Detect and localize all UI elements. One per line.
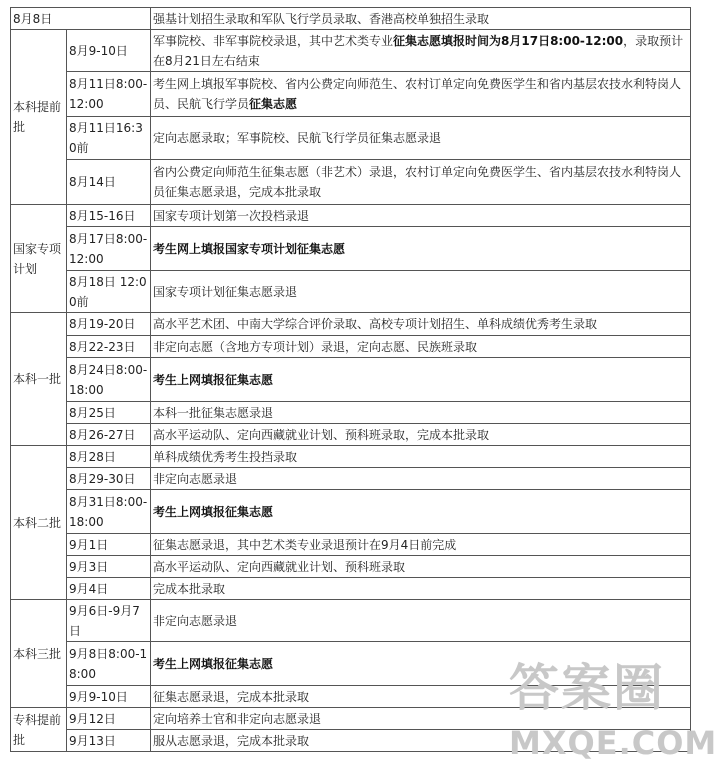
table-row — [11, 708, 691, 730]
table-row — [11, 468, 691, 490]
date-cell: 8月19-20日 — [67, 313, 151, 336]
table-row — [11, 490, 691, 534]
batch-label-national-special: 国家专项计划 — [11, 205, 67, 313]
event-cell: 本科一批征集志愿录退 — [151, 402, 691, 424]
event-cell: 非定向志愿（含地方专项计划）录退，定向志愿、民族班录取 — [151, 336, 691, 358]
table-row — [11, 686, 691, 708]
date-cell: 8月24日8:00-18:00 — [67, 358, 151, 402]
date-cell: 9月3日 — [67, 556, 151, 578]
event-cell: 定向培养士官和非定向志愿录退 — [151, 708, 691, 730]
table-row — [11, 30, 691, 72]
event-cell: 单科成绩优秀考生投挡录取 — [151, 446, 691, 468]
date-cell: 9月9-10日 — [67, 686, 151, 708]
date-cell: 8月25日 — [67, 402, 151, 424]
date-cell: 9月12日 — [67, 708, 151, 730]
event-cell: 高水平艺术团、中南大学综合评价录取、高校专项计划招生、单科成绩优秀考生录取 — [151, 313, 691, 336]
table-row — [11, 8, 691, 30]
table-row — [11, 72, 691, 117]
table-row — [11, 642, 691, 686]
table-row — [11, 227, 691, 271]
table-row — [11, 424, 691, 446]
event-cell: 考生上网填报征集志愿 — [151, 358, 691, 402]
date-cell: 9月1日 — [67, 534, 151, 556]
table-row — [11, 336, 691, 358]
date-cell: 8月26-27日 — [67, 424, 151, 446]
batch-label-early-undergrad: 本科提前批 — [11, 30, 67, 205]
event-cell: 完成本批录取 — [151, 578, 691, 600]
watermark-logo-text: 答案圈 — [509, 659, 665, 717]
date-cell: 9月13日 — [67, 730, 151, 752]
table-row — [11, 578, 691, 600]
event-cell: 非定向志愿录退 — [151, 600, 691, 642]
date-cell: 8月29-30日 — [67, 468, 151, 490]
event-cell: 定向志愿录取；军事院校、民航飞行学员征集志愿录退 — [151, 117, 691, 160]
date-cell: 8月8日 — [11, 8, 151, 30]
event-cell: 强基计划招生录取和军队飞行学员录取、香港高校单独招生录取 — [151, 8, 691, 30]
event-cell: 服从志愿录退，完成本批录取 — [151, 730, 691, 752]
table-row — [11, 402, 691, 424]
event-cell: 高水平运动队、定向西藏就业计划、预科班录取，完成本批录取 — [151, 424, 691, 446]
date-cell: 8月15-16日 — [67, 205, 151, 227]
table-row — [11, 534, 691, 556]
batch-label-second-batch: 本科二批 — [11, 446, 67, 600]
table-row — [11, 271, 691, 313]
date-cell: 8月11日8:00-12:00 — [67, 72, 151, 117]
event-cell: 国家专项计划第一次投档录退 — [151, 205, 691, 227]
event-cell: 征集志愿录退，完成本批录取 — [151, 686, 691, 708]
date-cell: 8月17日8:00-12:00 — [67, 227, 151, 271]
date-cell: 8月31日8:00-18:00 — [67, 490, 151, 534]
table-row — [11, 117, 691, 160]
table-row — [11, 446, 691, 468]
table-row — [11, 600, 691, 642]
table-row — [11, 160, 691, 205]
date-cell: 9月6日-9月7日 — [67, 600, 151, 642]
date-cell: 9月8日8:00-18:00 — [67, 642, 151, 686]
date-cell: 8月22-23日 — [67, 336, 151, 358]
date-cell: 8月11日16:30前 — [67, 117, 151, 160]
date-cell: 8月18日 12:00前 — [67, 271, 151, 313]
table-row — [11, 205, 691, 227]
date-cell: 8月9-10日 — [67, 30, 151, 72]
event-cell: 省内公费定向师范生征集志愿（非艺术）录退，农村订单定向免费医学生、省内基层农技水利特岗人员征集志愿录退，完成本批录取 — [151, 160, 691, 205]
admission-schedule-table — [10, 7, 691, 752]
date-cell: 9月4日 — [67, 578, 151, 600]
table-row — [11, 358, 691, 402]
event-cell: 考生网上填报国家专项计划征集志愿 — [151, 227, 691, 271]
event-cell: 高水平运动队、定向西藏就业计划、预科班录取 — [151, 556, 691, 578]
date-cell: 8月14日 — [67, 160, 151, 205]
batch-label-early-college: 专科提前批 — [11, 708, 67, 752]
table-row — [11, 556, 691, 578]
event-cell: 非定向志愿录退 — [151, 468, 691, 490]
event-cell: 考生网上填报军事院校、省内公费定向师范生、农村订单定向免费医学生和省内基层农技水利特岗人员、民航飞行学员征集志愿 — [151, 72, 691, 117]
table-row — [11, 730, 691, 752]
event-cell: 征集志愿录退，其中艺术类专业录退预计在9月4日前完成 — [151, 534, 691, 556]
event-cell: 军事院校、非军事院校录退，其中艺术类专业征集志愿填报时间为8月17日8:00-12:00，录取预计在8月21日左右结束 — [151, 30, 691, 72]
event-cell: 考生上网填报征集志愿 — [151, 490, 691, 534]
date-cell: 8月28日 — [67, 446, 151, 468]
event-cell: 国家专项计划征集志愿录退 — [151, 271, 691, 313]
watermark-site-text: MXQE.COM — [509, 724, 717, 762]
batch-label-third-batch: 本科三批 — [11, 600, 67, 708]
batch-label-first-batch: 本科一批 — [11, 313, 67, 446]
table-row — [11, 313, 691, 336]
event-cell: 考生上网填报征集志愿 — [151, 642, 691, 686]
